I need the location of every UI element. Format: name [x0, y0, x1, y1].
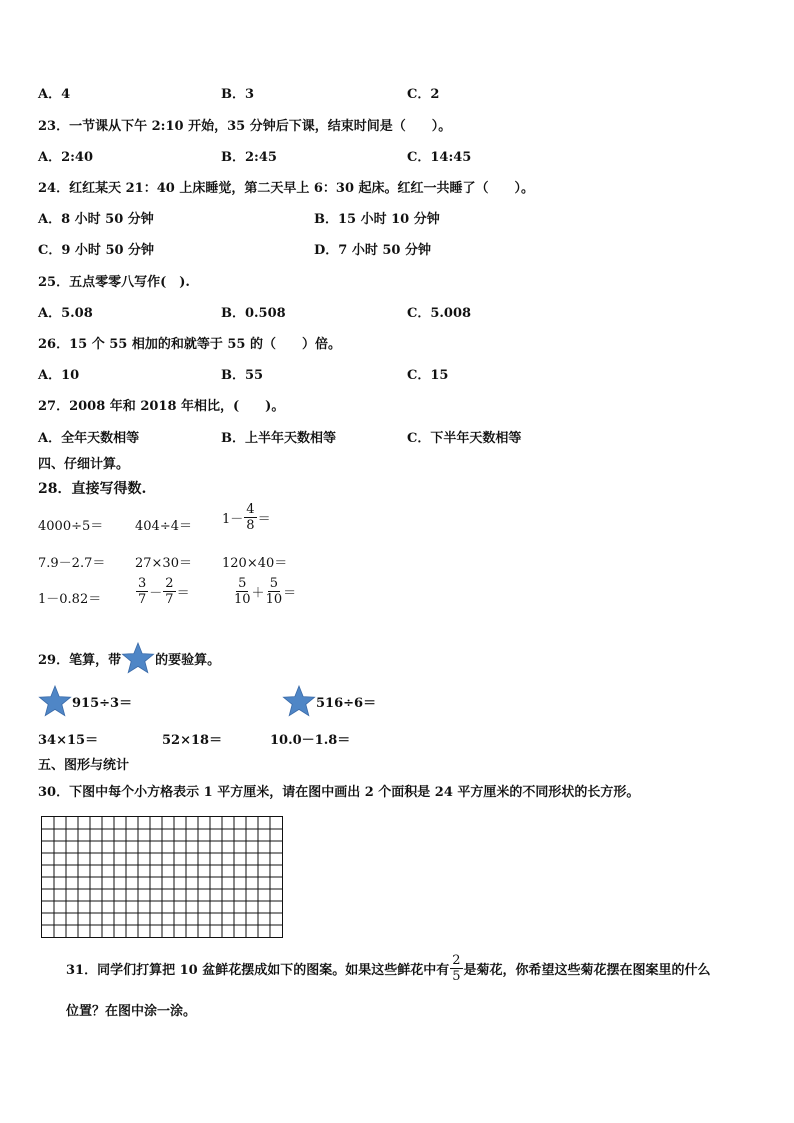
q27-option-c: C．下半年天数相等 — [407, 431, 522, 446]
q28-expr-9 — [233, 577, 296, 606]
q30-text: 30．下图中每个小方格表示 1 平方厘米，请在图中画出 2 个面积是 24 平方厘米的不同形状的长方形。 — [38, 785, 640, 800]
fraction — [450, 954, 462, 983]
denominator: 8 — [246, 518, 255, 533]
q28-expr-2: 404÷4＝ — [135, 519, 192, 534]
q25-option-b: B．0.508 — [221, 306, 286, 321]
q29-expr-3: 34×15＝ — [38, 733, 99, 748]
expr-suffix: ＝ — [176, 586, 190, 601]
q28-title: 28．直接写得数. — [38, 481, 147, 497]
q22-option-b: B．3 — [221, 87, 255, 102]
q23-option-c: C．14:45 — [407, 150, 472, 165]
q31-suffix: 是菊花，你希望这些菊花摆在图案里的什么 — [463, 963, 711, 978]
expr-suffix: ＝ — [257, 512, 271, 527]
q29-suffix: 的要验算。 — [155, 652, 221, 668]
q24-option-b: B．15 小时 10 分钟 — [314, 212, 440, 227]
q31-prefix: 31．同学们打算把 10 盆鲜花摆成如下的图案。如果这些鲜花中有 — [66, 963, 450, 978]
q29-prefix: 29．笔算，带 — [38, 652, 122, 668]
q24-option-a: A．8 小时 50 分钟 — [38, 212, 154, 227]
q29-text — [38, 642, 220, 674]
expression: 915÷3＝ — [72, 695, 133, 711]
q28-expr-4: 7.9－2.7＝ — [38, 556, 106, 571]
expr-suffix: ＝ — [283, 586, 297, 601]
fraction — [136, 577, 148, 606]
numerator: 3 — [138, 576, 147, 591]
section-4-heading: 四、仔细计算。 — [38, 457, 130, 472]
q25-text: 25．五点零零八写作( ). — [38, 275, 190, 290]
denominator: 10 — [234, 592, 251, 607]
q24-option-c: C．9 小时 50 分钟 — [38, 243, 155, 258]
expression: 516÷6＝ — [316, 695, 377, 711]
star-icon — [282, 685, 316, 717]
q29-expr-4: 52×18＝ — [162, 733, 223, 748]
fraction — [234, 577, 251, 606]
q28-expr-6: 120×40＝ — [222, 556, 288, 571]
numerator: 2 — [452, 953, 461, 968]
q26-option-b: B．55 — [221, 368, 264, 383]
q27-option-a: A．全年天数相等 — [38, 431, 140, 446]
q28-expr-1: 4000÷5＝ — [38, 519, 104, 534]
q31-line-2: 位置？在图中涂一涂。 — [66, 1004, 197, 1019]
q23-option-b: B．2:45 — [221, 150, 277, 165]
q23-option-a: A．2:40 — [38, 150, 94, 165]
numerator: 2 — [165, 576, 174, 591]
q24-option-d: D．7 小时 50 分钟 — [314, 243, 431, 258]
denominator: 7 — [165, 592, 174, 607]
q25-option-c: C．5.008 — [407, 306, 472, 321]
q28-expr-7: 1－0.82＝ — [38, 592, 102, 607]
fraction — [244, 503, 256, 532]
q28-expr-8 — [135, 577, 190, 606]
numerator: 5 — [238, 576, 247, 591]
q27-option-b: B．上半年天数相等 — [221, 431, 336, 446]
operator: － — [149, 586, 163, 601]
operator: ＋ — [251, 586, 265, 601]
denominator: 7 — [138, 592, 147, 607]
q26-option-c: C．15 — [407, 368, 449, 383]
q25-option-a: A．5.08 — [38, 306, 93, 321]
q26-option-a: A．10 — [38, 368, 80, 383]
q22-option-c: C．2 — [407, 87, 440, 102]
q22-option-a: A．4 — [38, 87, 71, 102]
numerator: 5 — [269, 576, 278, 591]
q29-expr-2 — [282, 685, 376, 717]
q24-text: 24．红红某天 21：40 上床睡觉，第二天早上 6：30 起床。红红一共睡了（ ）。 — [38, 181, 535, 196]
fraction — [266, 577, 283, 606]
q31-text — [66, 954, 711, 983]
section-5-heading: 五、图形与统计 — [38, 758, 130, 773]
q23-text: 23．一节课从下午 2:10 开始，35 分钟后下课，结束时间是（ ）。 — [38, 119, 452, 134]
star-icon — [38, 685, 72, 717]
expr-prefix: 1－ — [222, 512, 244, 527]
q26-text: 26．15 个 55 相加的和就等于 55 的（ ）倍。 — [38, 337, 341, 352]
q29-expr-1 — [38, 685, 132, 717]
denominator: 10 — [265, 592, 283, 607]
star-icon — [121, 642, 155, 674]
square-grid[interactable] — [41, 816, 283, 938]
q28-expr-3 — [222, 503, 271, 532]
q29-expr-5: 10.0－1.8＝ — [270, 733, 351, 748]
fraction — [163, 577, 175, 606]
q27-text: 27．2008 年和 2018 年相比，( )。 — [38, 399, 285, 414]
numerator: 4 — [246, 502, 255, 517]
q28-expr-5: 27×30＝ — [135, 556, 192, 571]
denominator: 5 — [452, 969, 461, 984]
